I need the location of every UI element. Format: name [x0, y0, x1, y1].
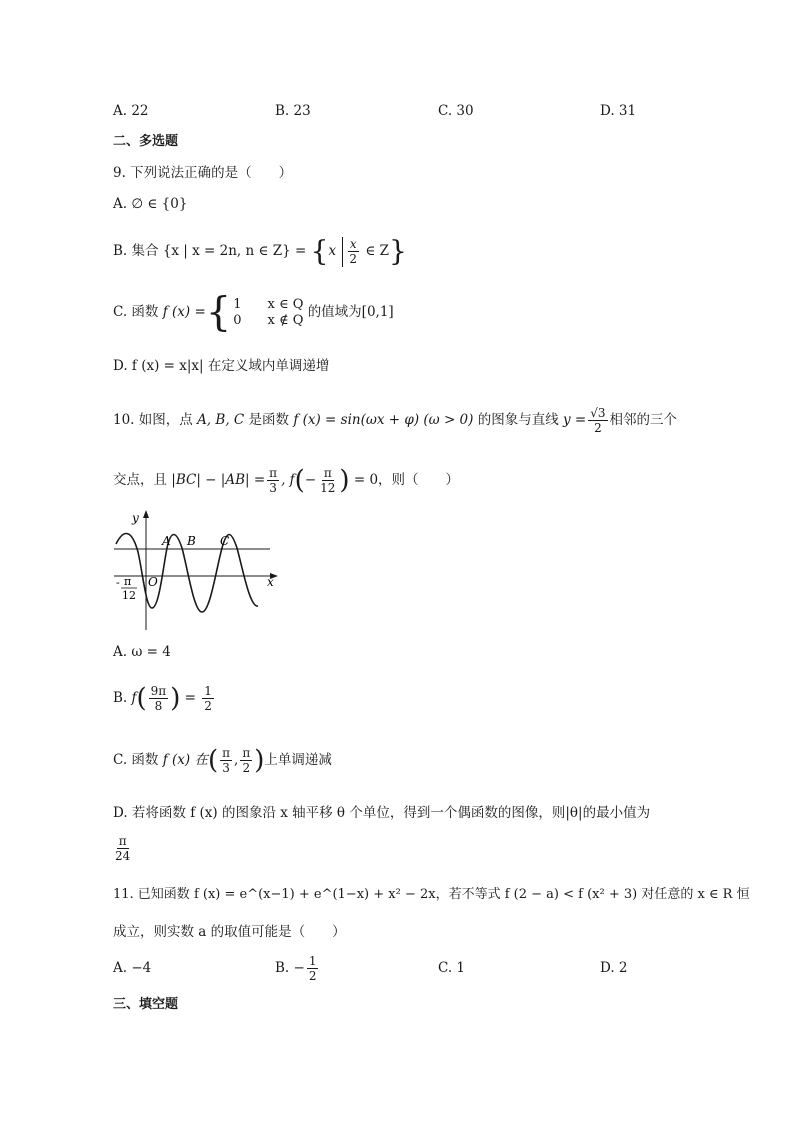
q10-c-suffix: 上单调递减 — [264, 752, 332, 768]
q10-f: , f — [281, 472, 295, 488]
q10-c-upper: $\frac{\pi}{2}$ — [242, 746, 251, 775]
q9-b-left-set: {x | x = 2n, n ∈ Z} = — [162, 243, 307, 259]
q9-c-prefix: C. 函数 — [113, 304, 159, 320]
point-c-label: C — [220, 534, 230, 548]
q9-b-in: ∈ Z — [365, 243, 390, 259]
q10-b-result: $\frac{1}{2}$ — [204, 684, 212, 713]
q10-b-f: f — [131, 690, 137, 706]
tick-numerator: π — [124, 575, 132, 588]
q8-option-a: A. 22 — [113, 103, 149, 119]
q10-option-d-line1: D. 若将函数 f (x) 的图象沿 x 轴平移 θ 个单位，得到一个偶函数的图像，则|θ|的最小值为 — [113, 805, 651, 821]
q9-c-suffix: 的值域为[0,1] — [307, 304, 394, 320]
q9-c-piecewise: 1 x ∈ Q 0 x ∉ Q — [233, 296, 304, 328]
q10-c-lower: $\frac{\pi}{3}$ — [222, 746, 231, 775]
q10-b-arg: $\frac{9\pi}{8}$ — [150, 684, 167, 713]
point-b-label: B — [187, 534, 196, 548]
right-brace: } — [389, 234, 407, 268]
y-axis-arrow-icon — [143, 510, 149, 518]
q10-line2-prefix: 交点，且 — [113, 472, 167, 488]
q10-stem-line1 — [113, 402, 677, 438]
q10-stem-prefix: 10. 如图，点 — [113, 412, 193, 428]
origin-label: O — [148, 575, 158, 589]
q8-option-c: C. 30 — [438, 103, 474, 119]
q10-stem-line2: 交点，且 |BC| − |AB| = $\frac{\pi}{3}$ , f(− $\frac{\pi}{12}$ ) = 0，则（ ） — [113, 465, 460, 496]
q9-b-x: x — [328, 243, 337, 259]
y-axis-label: y — [132, 511, 139, 525]
q10-stem-mid2: 的图象与直线 — [477, 412, 559, 428]
q10-c-prefix: C. 函数 — [113, 752, 159, 768]
q10-option-d-fraction: $\frac{\pi}{24}$ — [115, 834, 131, 863]
left-brace: { — [310, 234, 329, 268]
q9-option-d: D. f (x) = x|x| 在定义域内单调递增 — [113, 358, 330, 374]
q9-option-a: A. ∅ ∈ {0} — [113, 196, 188, 212]
q10-bc-ab: |BC| − |AB| = — [171, 472, 266, 488]
q10-c-f: f (x) 在 — [162, 752, 208, 768]
q9-option-b — [113, 233, 407, 269]
q10-b-prefix: B. — [113, 690, 128, 706]
q10-option-b: B. f( $\frac{9\pi}{8}$ ) = $\frac{1}{2}$ — [113, 683, 212, 714]
q11-option-d: D. 2 — [600, 960, 628, 976]
q8-option-d: D. 31 — [600, 103, 637, 119]
section-heading-multiple-choice: 二、多选题 — [113, 134, 179, 149]
q10-option-c: C. 函数 f (x) 在( $\frac{\pi}{3}$ , $\frac{\pi}{2}$ )上单调递减 — [113, 745, 332, 776]
q11-stem-line2: 成立，则实数 a 的取值可能是（ ） — [113, 924, 346, 940]
q10-stem-mid: 是函数 — [248, 412, 290, 428]
q9-b-bar — [342, 237, 343, 267]
tick-denominator: 12 — [122, 589, 136, 602]
q10-sine-graph — [110, 508, 285, 638]
q10-line2-eq: = 0，则（ ） — [353, 472, 460, 488]
q11-option-a: A. −4 — [113, 960, 152, 976]
q9-b-prefix: B. 集合 — [113, 243, 159, 259]
q9-c-fx: f (x) = — [162, 304, 206, 320]
q10-sqrt3-over-2: $\frac{√3}{2}$ — [590, 406, 606, 435]
q9-option-c — [113, 289, 394, 336]
q9-stem: 9. 下列说法正确的是（ ） — [113, 165, 293, 181]
q10-points: A, B, C — [197, 412, 245, 428]
q10-pi-over-12: $\frac{\pi}{12}$ — [320, 466, 336, 495]
q11-stem-line1: 11. 已知函数 f (x) = e^(x−1) + e^(1−x) + x² − 2x，若不等式 f (2 − a) < f (x² + 3) 对任意的 x ∈ R 恒 — [113, 887, 750, 902]
point-a-label: A — [162, 534, 171, 548]
q9-b-fraction: $\frac{x}{2}$ — [349, 237, 358, 266]
q10-option-a: A. ω = 4 — [113, 644, 171, 660]
q8-option-b: B. 23 — [275, 103, 311, 119]
q10-stem-end: 相邻的三个 — [609, 412, 678, 428]
q11-option-c: C. 1 — [438, 960, 466, 976]
x-axis-label: x — [267, 575, 274, 589]
q10-pi-over-3: $\frac{\pi}{3}$ — [269, 466, 278, 495]
q10-line-y: y = — [563, 412, 587, 428]
q10-function: f (x) = sin(ωx + φ) (ω > 0) — [293, 412, 474, 428]
tick-sign: - — [116, 576, 120, 589]
section-heading-fill-in: 三、填空题 — [113, 997, 179, 1012]
piecewise-brace: { — [205, 289, 232, 336]
q11-option-b: B. − $\frac{1}{2}$ — [275, 954, 317, 983]
